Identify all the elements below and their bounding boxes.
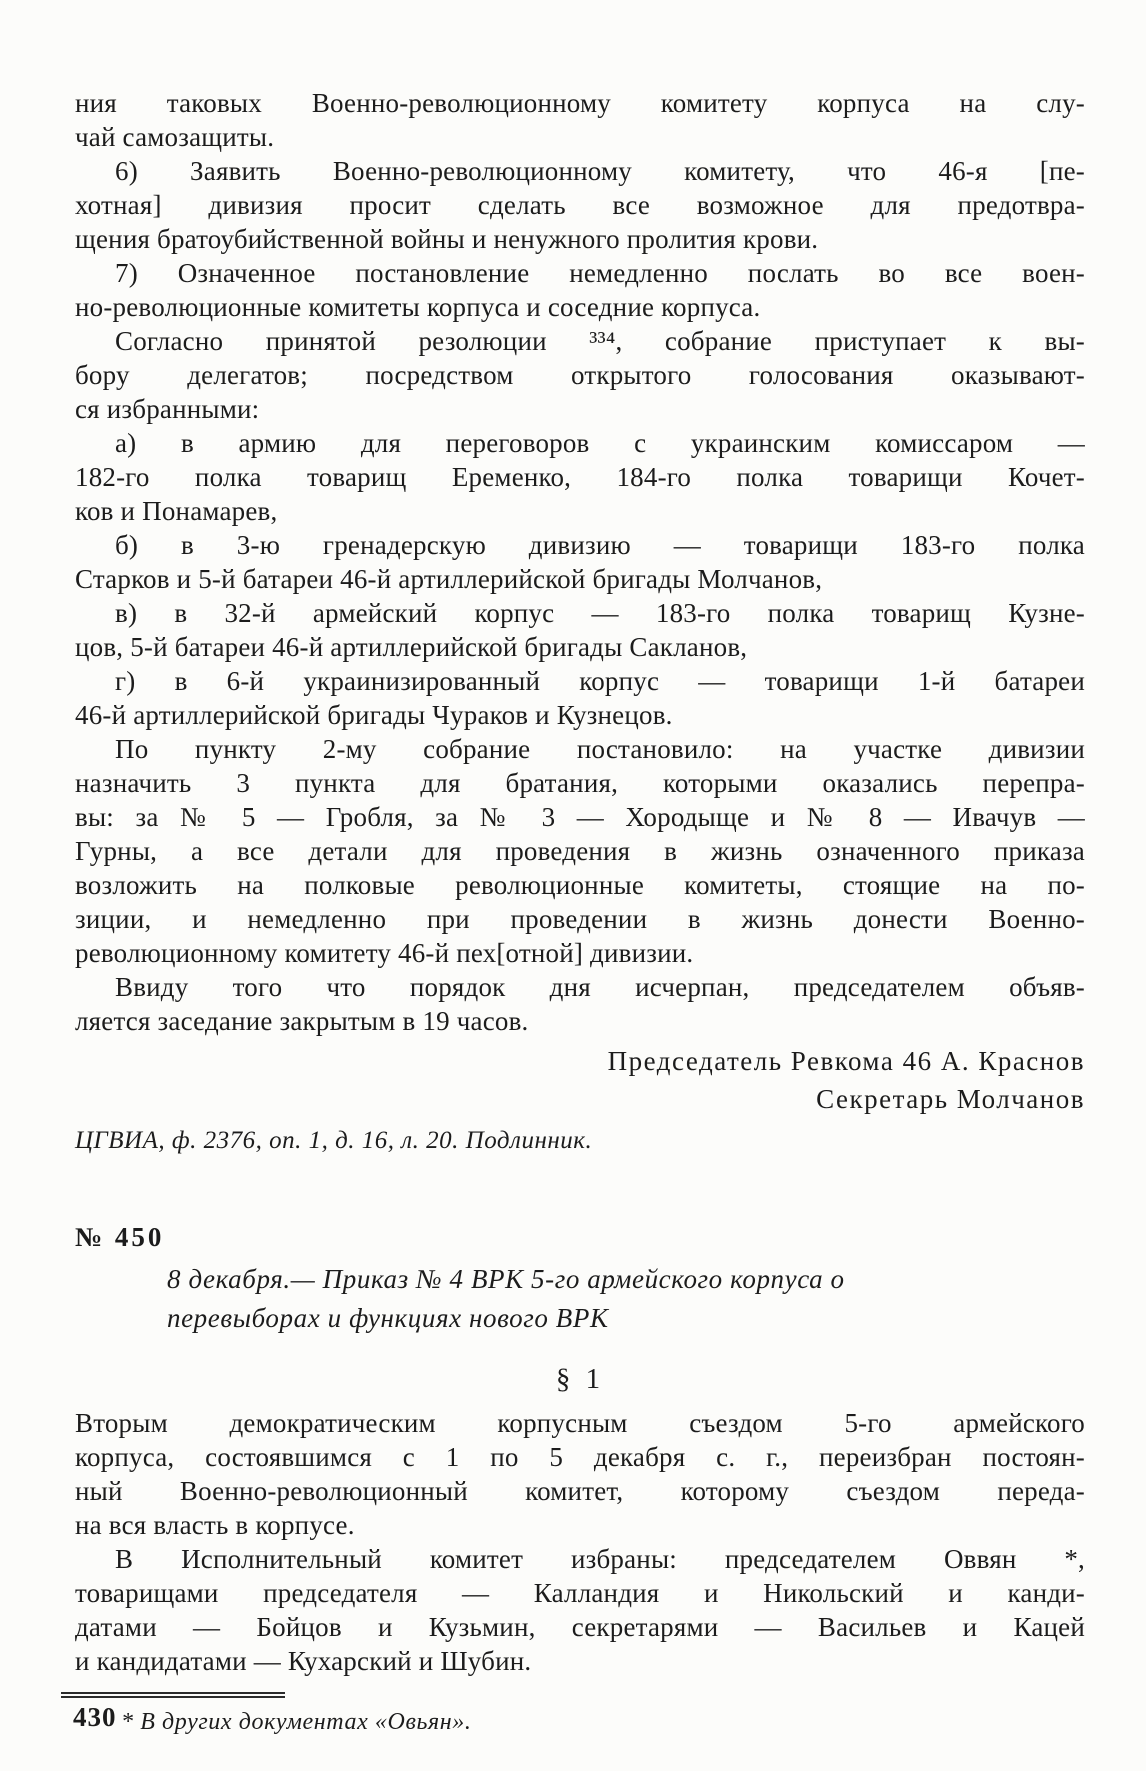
text-line: щения братоубийственной войны и ненужного пролития крови. <box>75 224 819 254</box>
text-line: 7) Означенное постановление немедленно послать во все воен- <box>115 258 1085 288</box>
text-line: товарищами председателя — Калландия и Никольский и канди- <box>75 1578 1085 1608</box>
document-title <box>75 1260 1085 1338</box>
text-line: вы: за № 5 — Гробля, за № 3 — Хородыще и № 8 — Ивачув — <box>75 802 1085 832</box>
text-line: революционному комитету 46-й пех[отной] дивизии. <box>75 938 694 968</box>
document-number: № 450 <box>75 1222 165 1252</box>
paragraph <box>75 596 1085 664</box>
text-line: на вся власть в корпусе. <box>75 1510 355 1540</box>
text-line: возложить на полковые революционные комитеты, стоящие на по- <box>75 870 1085 900</box>
text-line: В Исполнительный комитет избраны: председателем Оввян *, <box>115 1544 1085 1574</box>
text-line: датами — Бойцов и Кузьмин, секретарями — Васильев и Кацей <box>75 1612 1085 1642</box>
text-line: корпуса, состоявшимся с 1 по 5 декабря с. г., переизбран постоян- <box>75 1442 1085 1472</box>
text-line: Гурны, а все детали для проведения в жизнь означенного приказа <box>75 836 1085 866</box>
signature-line: Председатель Ревкома 46 А. Краснов <box>607 1046 1085 1076</box>
text-line: 46-й артиллерийской бригады Чураков и Кузнецов. <box>75 700 673 730</box>
text-line: Ввиду того что порядок дня исчерпан, председателем объяв- <box>115 972 1085 1002</box>
text-line: г) в 6-й украинизированный корпус — товарищи 1-й батареи <box>115 666 1085 696</box>
paragraph <box>75 664 1085 732</box>
text-line: 6) Заявить Военно-революционному комитету, что 46-я [пе- <box>115 156 1085 186</box>
text-line: и кандидатами — Кухарский и Шубин. <box>75 1646 532 1676</box>
signature-block <box>75 1042 1085 1118</box>
text-line: По пункту 2-му собрание постановило: на участке дивизии <box>115 734 1085 764</box>
archive-source-line: ЦГВИА, ф. 2376, оп. 1, д. 16, л. 20. Подлинник. <box>75 1127 593 1154</box>
paragraph <box>75 528 1085 596</box>
paragraph <box>75 154 1085 256</box>
text-line: ный Военно-революционный комитет, которому съездом переда- <box>75 1476 1085 1506</box>
text-line: Согласно принятой резолюции ³³⁴, собрание приступает к вы- <box>115 326 1085 356</box>
section-mark: § 1 <box>555 1363 605 1395</box>
text-line: цов, 5-й батареи 46-й артиллерийской бригады Сакланов, <box>75 632 748 662</box>
page-number: 430 <box>73 1702 117 1732</box>
paragraph <box>75 970 1085 1038</box>
text-line: Вторым демократическим корпусным съездом 5-го армейского <box>75 1408 1085 1438</box>
document-text-column <box>75 86 1085 1738</box>
text-line: ся избранными: <box>75 394 260 424</box>
document-title-line: перевыборах и функциях нового ВРК <box>167 1303 609 1333</box>
paragraph <box>75 426 1085 528</box>
text-line: но-революционные комитеты корпуса и соседние корпуса. <box>75 292 761 322</box>
text-line: хотная] дивизия просит сделать все возможное для предотвра- <box>75 190 1085 220</box>
text-line: зиции, и немедленно при проведении в жизнь донести Военно- <box>75 904 1085 934</box>
text-line: б) в 3-ю гренадерскую дивизию — товарищи 183-го полка <box>115 530 1085 560</box>
footnote-separator <box>61 1692 285 1698</box>
document-title-line: 8 декабря.— Приказ № 4 ВРК 5-го армейского корпуса о <box>167 1264 845 1294</box>
text-line: назначить 3 пункта для братания, которыми оказались перепра- <box>75 768 1085 798</box>
paragraph <box>75 86 1085 154</box>
text-line: чай самозащиты. <box>75 122 275 152</box>
text-line: 182-го полка товарищ Еременко, 184-го полка товарищи Кочет- <box>75 462 1085 492</box>
text-line: ния таковых Военно-революционному комитету корпуса на слу- <box>75 88 1085 118</box>
paragraph <box>75 1406 1085 1542</box>
footnote-text: * В других документах «Овьян». <box>121 1709 472 1735</box>
paragraph <box>75 256 1085 324</box>
text-line: в) в 32-й армейский корпус — 183-го полка товарищ Кузне- <box>115 598 1085 628</box>
text-line: ляется заседание закрытым в 19 часов. <box>75 1006 529 1036</box>
signature-line: Секретарь Молчанов <box>816 1084 1085 1114</box>
paragraph <box>75 732 1085 970</box>
text-line: а) в армию для переговоров с украинским комиссаром — <box>115 428 1085 458</box>
paragraph <box>75 1542 1085 1678</box>
text-line: бору делегатов; посредством открытого голосования оказывают- <box>75 360 1085 390</box>
text-line: ков и Понамарев, <box>75 496 278 526</box>
paragraph <box>75 324 1085 426</box>
text-line: Старков и 5-й батареи 46-й артиллерийской бригады Молчанов, <box>75 564 823 594</box>
